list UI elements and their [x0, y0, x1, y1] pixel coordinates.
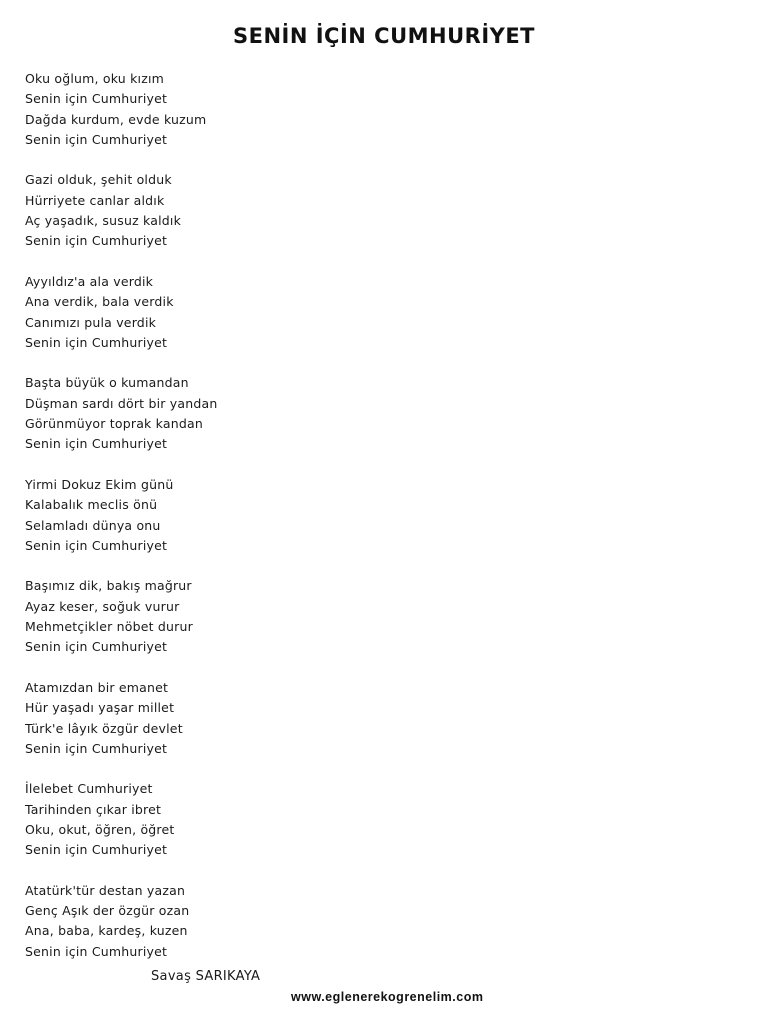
poem-line: Oku oğlum, oku kızım — [25, 71, 165, 86]
poem-line: İlelebet Cumhuriyet — [25, 781, 153, 797]
stanza — [25, 170, 425, 251]
poem-line: Selamladı dünya onu — [25, 517, 161, 533]
stanza — [25, 576, 425, 657]
poem-line: Mehmetçikler nöbet durur — [25, 619, 193, 635]
poem-line: Senin için Cumhuriyet — [25, 334, 168, 350]
poem-line: Hürriyete canlar aldık — [25, 192, 165, 208]
stanza — [25, 678, 425, 759]
poem-line: Canımızı pula verdik — [25, 314, 157, 330]
poem-line: Ayaz keser, soğuk vurur — [25, 598, 180, 614]
poem-line: Kalabalık meclis önü — [25, 497, 158, 513]
poem-line: Dağda kurdum, evde kuzum — [25, 111, 207, 127]
poem-line: Senin için Cumhuriyet — [25, 131, 168, 147]
poem-line: Senin için Cumhuriyet — [25, 537, 168, 553]
poem-line: Senin için Cumhuriyet — [25, 842, 168, 858]
stanza — [25, 69, 425, 150]
stanza — [25, 373, 425, 454]
stanza — [25, 779, 425, 860]
poem-line: Ana verdik, bala verdik — [25, 294, 174, 310]
poem-line: Senin için Cumhuriyet — [25, 740, 168, 756]
poem-line: Gazi olduk, şehit olduk — [25, 172, 172, 188]
poem-line: Hür yaşadı yaşar millet — [25, 700, 175, 716]
poem-line: Atamızdan bir emanet — [25, 679, 169, 695]
poem-line: Yirmi Dokuz Ekim günü — [25, 476, 174, 492]
poem-line: Senin için Cumhuriyet — [25, 639, 168, 655]
poem-line: Düşman sardı dört bir yandan — [25, 395, 218, 411]
author-name: Savaş SARIKAYA — [151, 969, 261, 984]
page-title: SENİN İÇİN CUMHURİYET — [232, 24, 536, 48]
poem-line: Senin için Cumhuriyet — [25, 233, 168, 249]
stanza — [25, 881, 425, 962]
poem-line: Türk'e lâyık özgür devlet — [25, 720, 183, 736]
poem-line: Oku, okut, öğren, öğret — [25, 821, 175, 837]
poem-line: Senin için Cumhuriyet — [25, 943, 168, 959]
poem-line: Aç yaşadık, susuz kaldık — [25, 213, 182, 229]
stanza — [25, 475, 425, 556]
poem-line: Tarihinden çıkar ibret — [25, 801, 162, 817]
poem-line: Görünmüyor toprak kandan — [25, 416, 203, 432]
poem-line: Senin için Cumhuriyet — [25, 91, 168, 107]
poem-line: Başımız dik, bakış mağrur — [25, 578, 192, 594]
poem-line: Ayyıldız'a ala verdik — [25, 273, 154, 289]
poem-line: Ana, baba, kardeş, kuzen — [25, 923, 188, 939]
poem-line: Senin için Cumhuriyet — [25, 436, 168, 452]
poem-line: Genç Aşık der özgür ozan — [25, 903, 190, 919]
website-link[interactable]: www.eglenerekogrenelim.com — [291, 990, 484, 1004]
poem-body — [25, 69, 425, 982]
poem-line: Atatürk'tür destan yazan — [25, 882, 186, 898]
stanza — [25, 272, 425, 353]
poem-line: Başta büyük o kumandan — [25, 375, 189, 391]
